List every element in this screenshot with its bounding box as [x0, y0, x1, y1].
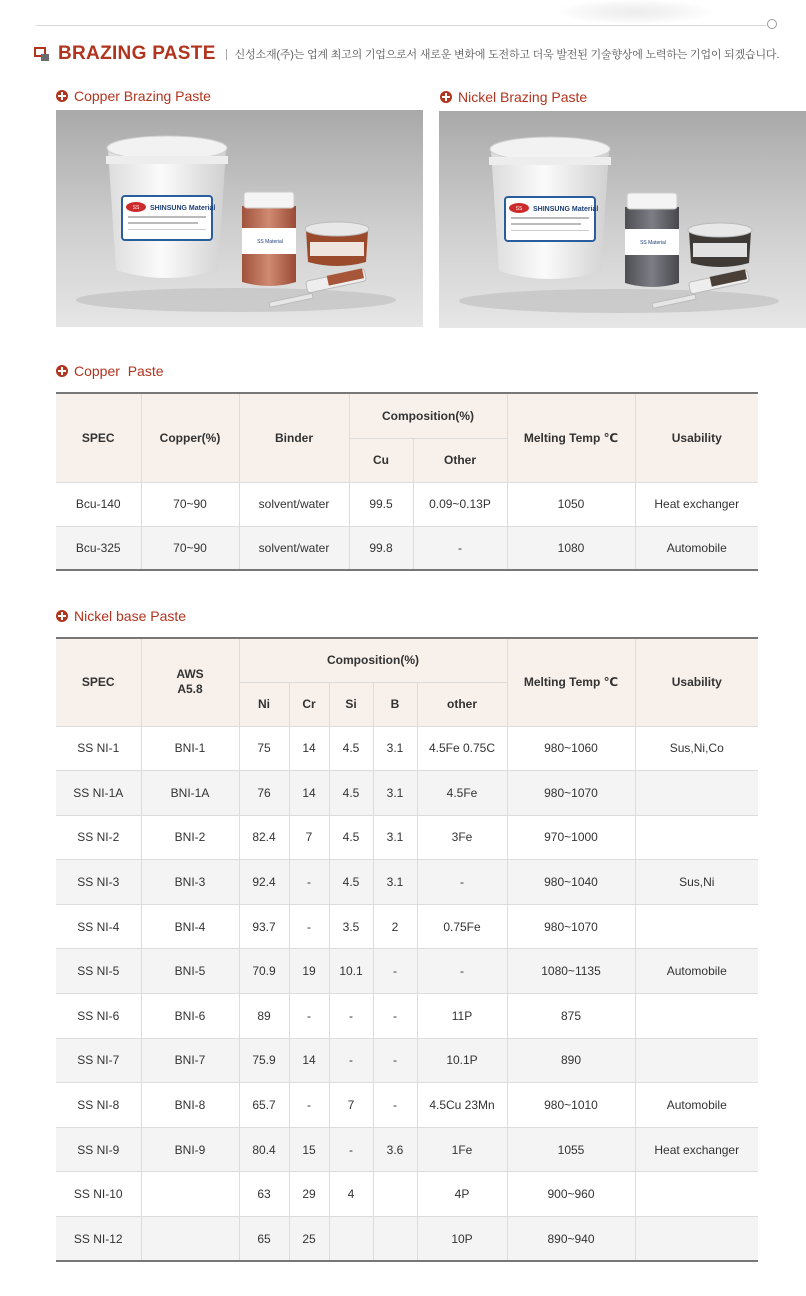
- nickel-paste-title: [56, 608, 186, 624]
- cell-spec: SS NI-2: [56, 815, 141, 860]
- cell-aws: [141, 1172, 239, 1217]
- cell-copper: 70~90: [141, 526, 239, 570]
- cell-ni: 70.9: [239, 949, 289, 994]
- pail-logo-text: SS: [132, 205, 140, 211]
- top-divider: [36, 25, 766, 26]
- cell-b: -: [373, 1038, 417, 1083]
- cell-other: 4.5Fe: [417, 771, 507, 816]
- cell-cu: 99.5: [349, 482, 413, 526]
- bullet-icon: [56, 365, 68, 377]
- cell-spec: SS NI-4: [56, 904, 141, 949]
- cell-si: 4.5: [329, 860, 373, 905]
- header-aws: AWS A5.8: [141, 638, 239, 726]
- cell-usability: Automobile: [635, 949, 758, 994]
- cell-b: -: [373, 949, 417, 994]
- cell-usability: Sus,Ni,Co: [635, 726, 758, 771]
- cell-spec: SS NI-6: [56, 994, 141, 1039]
- copper-product-label: Copper Brazing Paste: [74, 88, 211, 104]
- cell-ni: 75: [239, 726, 289, 771]
- header-other: Other: [413, 438, 507, 482]
- cell-melting: 1055: [507, 1127, 635, 1172]
- cell-melting: 980~1070: [507, 904, 635, 949]
- header-b: B: [373, 682, 417, 726]
- header-ni: Ni: [239, 682, 289, 726]
- cell-ni: 89: [239, 994, 289, 1039]
- cell-other: 10P: [417, 1217, 507, 1262]
- header-usability: Usability: [635, 393, 758, 482]
- table-row: [56, 726, 758, 771]
- title-square-icon: [34, 47, 50, 61]
- cell-cr: -: [289, 1083, 329, 1128]
- nickel-product-title: [440, 89, 587, 105]
- cell-melting: 890: [507, 1038, 635, 1083]
- cell-spec: SS NI-1A: [56, 771, 141, 816]
- cell-melting: 980~1040: [507, 860, 635, 905]
- cell-other: 10.1P: [417, 1038, 507, 1083]
- cell-cr: 14: [289, 771, 329, 816]
- cell-melting: 980~1010: [507, 1083, 635, 1128]
- copper-paste-label: Copper Paste: [74, 363, 164, 379]
- cell-ni: 82.4: [239, 815, 289, 860]
- cell-binder: solvent/water: [239, 482, 349, 526]
- table-row: [56, 1083, 758, 1128]
- cell-spec: Bcu-325: [56, 526, 141, 570]
- cell-copper: 70~90: [141, 482, 239, 526]
- cell-other: 0.75Fe: [417, 904, 507, 949]
- cell-si: -: [329, 994, 373, 1039]
- cell-melting: 900~960: [507, 1172, 635, 1217]
- pail-brand-text: SHINSUNG Material: [150, 205, 216, 212]
- cell-aws: BNI-4: [141, 904, 239, 949]
- cell-si: -: [329, 1127, 373, 1172]
- cell-usability: [635, 1038, 758, 1083]
- cell-binder: solvent/water: [239, 526, 349, 570]
- cell-si: 3.5: [329, 904, 373, 949]
- copper-paste-table: [56, 392, 758, 571]
- header-usability: Usability: [635, 638, 758, 726]
- header-cr: Cr: [289, 682, 329, 726]
- header-melting: Melting Temp ℃: [507, 393, 635, 482]
- cell-other: -: [413, 526, 507, 570]
- cell-usability: Heat exchanger: [635, 1127, 758, 1172]
- header-composition: Composition(%): [349, 393, 507, 438]
- cell-b: 3.1: [373, 726, 417, 771]
- cell-aws: BNI-2: [141, 815, 239, 860]
- cell-ni: 80.4: [239, 1127, 289, 1172]
- cell-si: 4.5: [329, 726, 373, 771]
- cell-si: 10.1: [329, 949, 373, 994]
- bullet-icon: [56, 90, 68, 102]
- pail-brand-text: SHINSUNG Material: [533, 206, 599, 213]
- cell-cr: 14: [289, 1038, 329, 1083]
- cell-melting: 1080: [507, 526, 635, 570]
- copper-product-title: [56, 88, 211, 104]
- cell-melting: 875: [507, 994, 635, 1039]
- cell-ni: 76: [239, 771, 289, 816]
- header-composition: Composition(%): [239, 638, 507, 682]
- cell-ni: 75.9: [239, 1038, 289, 1083]
- cell-cu: 99.8: [349, 526, 413, 570]
- cell-si: [329, 1217, 373, 1262]
- cell-spec: SS NI-10: [56, 1172, 141, 1217]
- cell-usability: [635, 994, 758, 1039]
- table-row: [56, 904, 758, 949]
- table-row: [56, 815, 758, 860]
- cell-cr: 19: [289, 949, 329, 994]
- cell-other: -: [417, 949, 507, 994]
- cell-aws: BNI-1: [141, 726, 239, 771]
- cell-usability: [635, 1217, 758, 1262]
- cell-cr: 29: [289, 1172, 329, 1217]
- cell-cr: 25: [289, 1217, 329, 1262]
- page-header: [34, 41, 779, 67]
- cell-melting: 890~940: [507, 1217, 635, 1262]
- top-circle-icon: [767, 19, 777, 29]
- header-binder: Binder: [239, 393, 349, 482]
- cell-other: 1Fe: [417, 1127, 507, 1172]
- cell-aws: BNI-9: [141, 1127, 239, 1172]
- cell-b: 3.1: [373, 815, 417, 860]
- cell-b: [373, 1217, 417, 1262]
- cell-melting: 980~1070: [507, 771, 635, 816]
- cell-other: 11P: [417, 994, 507, 1039]
- header-spec: SPEC: [56, 638, 141, 726]
- cell-aws: BNI-8: [141, 1083, 239, 1128]
- cell-b: 2: [373, 904, 417, 949]
- pail-logo-text: SS: [515, 206, 523, 212]
- page-title: BRAZING PASTE: [58, 43, 216, 64]
- cell-cr: -: [289, 860, 329, 905]
- top-decoration: [560, 0, 710, 24]
- header-si: Si: [329, 682, 373, 726]
- page-description: 신성소재(주)는 업계 최고의 기업으로서 새로운 변화에 도전하고 더욱 발전된 기술향상에 노력하는 기업이 되겠습니다.: [234, 49, 780, 61]
- table-row: [56, 771, 758, 816]
- cell-cr: -: [289, 994, 329, 1039]
- cell-si: -: [329, 1038, 373, 1083]
- table-row: [56, 1038, 758, 1083]
- cell-aws: BNI-6: [141, 994, 239, 1039]
- nickel-product-label: Nickel Brazing Paste: [458, 89, 588, 105]
- table-row: [56, 1172, 758, 1217]
- nickel-paste-table: [56, 637, 758, 1262]
- cell-usability: [635, 904, 758, 949]
- cell-usability: Automobile: [635, 1083, 758, 1128]
- cell-aws: BNI-5: [141, 949, 239, 994]
- cell-ni: 65: [239, 1217, 289, 1262]
- cell-aws: BNI-3: [141, 860, 239, 905]
- cell-melting: 970~1000: [507, 815, 635, 860]
- header-other: other: [417, 682, 507, 726]
- cell-other: 4P: [417, 1172, 507, 1217]
- cell-spec: SS NI-8: [56, 1083, 141, 1128]
- cell-ni: 65.7: [239, 1083, 289, 1128]
- cell-cr: 7: [289, 815, 329, 860]
- cell-aws: BNI-1A: [141, 771, 239, 816]
- cell-usability: [635, 815, 758, 860]
- cell-other: 4.5Cu 23Mn: [417, 1083, 507, 1128]
- cell-spec: SS NI-3: [56, 860, 141, 905]
- header-melting: Melting Temp ℃: [507, 638, 635, 726]
- cell-melting: 1050: [507, 482, 635, 526]
- copper-paste-photo: [56, 110, 423, 327]
- cell-cr: -: [289, 904, 329, 949]
- cell-usability: Automobile: [635, 526, 758, 570]
- table-row: [56, 994, 758, 1039]
- table-row: [56, 1127, 758, 1172]
- cell-other: 3Fe: [417, 815, 507, 860]
- cell-spec: SS NI-1: [56, 726, 141, 771]
- nickel-paste-photo: [439, 111, 806, 328]
- cell-ni: 93.7: [239, 904, 289, 949]
- bullet-icon: [56, 610, 68, 622]
- cell-aws: [141, 1217, 239, 1262]
- table-row: [56, 526, 758, 570]
- cell-usability: Sus,Ni: [635, 860, 758, 905]
- cell-si: 4.5: [329, 771, 373, 816]
- bottle-brand-text: SS Material: [257, 239, 283, 245]
- bottle-brand-text: SS Material: [640, 240, 666, 246]
- table-row: [56, 482, 758, 526]
- cell-other: -: [417, 860, 507, 905]
- header-separator: [226, 49, 227, 60]
- copper-paste-title: [56, 363, 164, 379]
- header-copper: Copper(%): [141, 393, 239, 482]
- cell-si: 4.5: [329, 815, 373, 860]
- cell-b: -: [373, 994, 417, 1039]
- header-cu: Cu: [349, 438, 413, 482]
- cell-spec: SS NI-7: [56, 1038, 141, 1083]
- cell-cr: 15: [289, 1127, 329, 1172]
- cell-b: [373, 1172, 417, 1217]
- cell-b: 3.1: [373, 860, 417, 905]
- cell-usability: [635, 771, 758, 816]
- cell-usability: Heat exchanger: [635, 482, 758, 526]
- cell-spec: SS NI-9: [56, 1127, 141, 1172]
- cell-other: 4.5Fe 0.75C: [417, 726, 507, 771]
- cell-si: 4: [329, 1172, 373, 1217]
- cell-melting: 980~1060: [507, 726, 635, 771]
- cell-si: 7: [329, 1083, 373, 1128]
- cell-usability: [635, 1172, 758, 1217]
- table-row: [56, 860, 758, 905]
- nickel-paste-label: Nickel base Paste: [74, 608, 187, 624]
- table-row: [56, 1217, 758, 1262]
- cell-aws: BNI-7: [141, 1038, 239, 1083]
- cell-melting: 1080~1135: [507, 949, 635, 994]
- cell-cr: 14: [289, 726, 329, 771]
- cell-spec: SS NI-5: [56, 949, 141, 994]
- table-row: [56, 949, 758, 994]
- bullet-icon: [440, 91, 452, 103]
- header-spec: SPEC: [56, 393, 141, 482]
- cell-ni: 92.4: [239, 860, 289, 905]
- cell-other: 0.09~0.13P: [413, 482, 507, 526]
- cell-b: 3.1: [373, 771, 417, 816]
- cell-spec: Bcu-140: [56, 482, 141, 526]
- cell-b: 3.6: [373, 1127, 417, 1172]
- cell-b: -: [373, 1083, 417, 1128]
- cell-spec: SS NI-12: [56, 1217, 141, 1262]
- cell-ni: 63: [239, 1172, 289, 1217]
